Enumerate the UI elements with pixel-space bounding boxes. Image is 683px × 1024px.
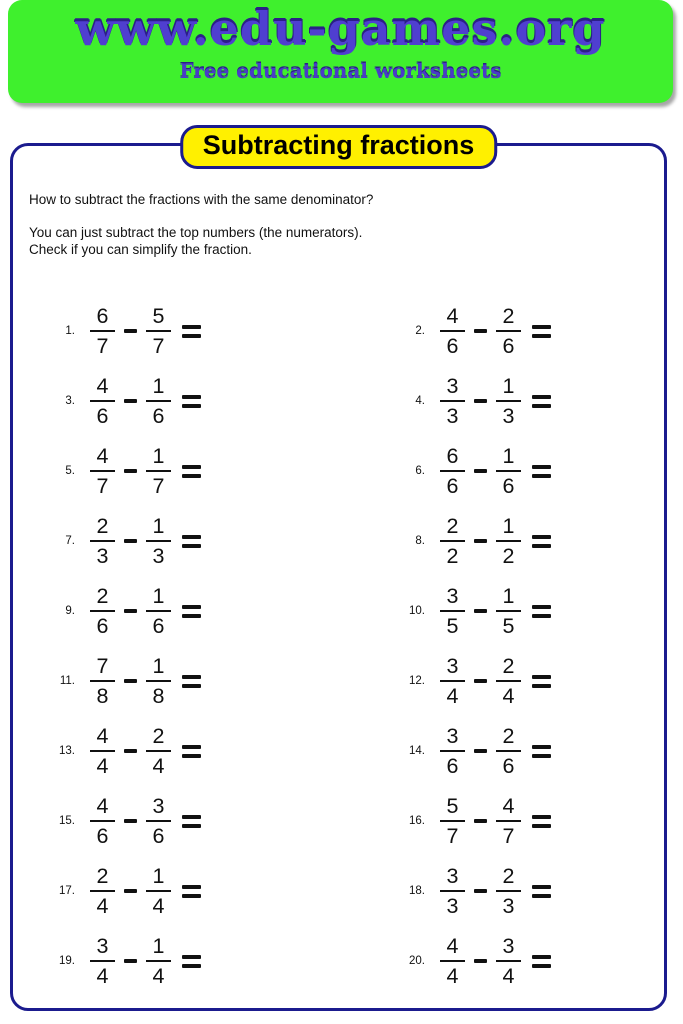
problem-item: [31, 576, 381, 646]
fraction-2: [146, 655, 171, 708]
equals-bar-top: [532, 605, 551, 609]
equals-bar-bottom: [532, 334, 551, 338]
fraction-2-numerator: 2: [502, 863, 515, 888]
equals-sign: [182, 955, 201, 968]
problem-number: 11.: [59, 675, 75, 687]
minus-sign: [474, 749, 487, 753]
fraction-2: [496, 305, 521, 358]
equals-bar-top: [532, 395, 551, 399]
fraction-2-numerator: 1: [152, 513, 165, 538]
fraction-1-denominator: 6: [96, 823, 109, 848]
equals-bar-top: [532, 535, 551, 539]
fraction-1: [90, 585, 115, 638]
equals-bar-bottom: [182, 404, 201, 408]
fraction-2-denominator: 7: [502, 823, 515, 848]
problems-grid: [31, 296, 653, 996]
fraction-2-denominator: 3: [152, 543, 165, 568]
fraction-2: [146, 375, 171, 428]
fraction-2-bar: [146, 820, 171, 823]
problem-item: [381, 926, 653, 996]
problem-item: [381, 436, 653, 506]
fraction-1-denominator: 6: [446, 333, 459, 358]
problem-number: 19.: [59, 955, 75, 967]
fraction-1-denominator: 3: [96, 543, 109, 568]
fraction-2-bar: [146, 960, 171, 963]
site-banner: [8, 0, 673, 103]
fraction-2: [496, 935, 521, 988]
fraction-2-numerator: 1: [152, 933, 165, 958]
fraction-2: [146, 305, 171, 358]
equals-bar-top: [532, 955, 551, 959]
fraction-2-bar: [496, 820, 521, 823]
fraction-2-numerator: 1: [502, 373, 515, 398]
minus-sign: [124, 469, 137, 473]
equals-bar-top: [532, 815, 551, 819]
fraction-1: [440, 445, 465, 498]
fraction-1-numerator: 2: [446, 513, 459, 538]
fraction-1-numerator: 3: [446, 653, 459, 678]
fraction-2-bar: [146, 680, 171, 683]
fraction-1-bar: [90, 470, 115, 473]
problem-number: 16.: [409, 815, 425, 827]
problem-number: 5.: [65, 465, 75, 477]
problem-item: [381, 576, 653, 646]
fraction-2-bar: [146, 470, 171, 473]
worksheet-card: [10, 130, 667, 1011]
fraction-2-numerator: 3: [152, 793, 165, 818]
equals-bar-top: [182, 955, 201, 959]
fraction-1: [440, 865, 465, 918]
fraction-2-denominator: 6: [502, 753, 515, 778]
equals-sign: [182, 605, 201, 618]
instructions: [29, 192, 373, 258]
problem-item: [31, 366, 381, 436]
minus-sign: [124, 819, 137, 823]
fraction-2-bar: [496, 330, 521, 333]
equals-sign: [532, 745, 551, 758]
worksheet-title-badge: Subtracting fractions: [180, 125, 498, 169]
equals-sign: [182, 325, 201, 338]
fraction-1-bar: [440, 610, 465, 613]
problem-number: 9.: [65, 605, 75, 617]
fraction-1-numerator: 2: [96, 513, 109, 538]
fraction-2: [496, 515, 521, 568]
equals-bar-bottom: [532, 684, 551, 688]
problem-item: [381, 786, 653, 856]
fraction-1: [90, 795, 115, 848]
fraction-2-denominator: 6: [502, 333, 515, 358]
fraction-1: [90, 725, 115, 778]
problem-item: [381, 646, 653, 716]
fraction-1-bar: [90, 680, 115, 683]
fraction-2: [496, 795, 521, 848]
fraction-2: [496, 445, 521, 498]
fraction-2-denominator: 4: [502, 683, 515, 708]
minus-sign: [474, 539, 487, 543]
fraction-1-denominator: 3: [446, 403, 459, 428]
problem-number: 15.: [59, 815, 75, 827]
problem-number: 7.: [65, 535, 75, 547]
fraction-1-denominator: 6: [96, 403, 109, 428]
fraction-1-numerator: 4: [446, 303, 459, 328]
equals-sign: [182, 745, 201, 758]
fraction-1-denominator: 2: [446, 543, 459, 568]
minus-sign: [474, 399, 487, 403]
fraction-1: [90, 375, 115, 428]
minus-sign: [474, 329, 487, 333]
fraction-2-numerator: 1: [502, 513, 515, 538]
fraction-1-numerator: 4: [96, 723, 109, 748]
fraction-1-numerator: 3: [446, 583, 459, 608]
fraction-1-denominator: 4: [446, 963, 459, 988]
fraction-2-denominator: 5: [502, 613, 515, 638]
fraction-2-denominator: 7: [152, 333, 165, 358]
minus-sign: [124, 399, 137, 403]
equals-bar-top: [182, 885, 201, 889]
fraction-2-denominator: 7: [152, 473, 165, 498]
fraction-2: [146, 585, 171, 638]
fraction-1-bar: [440, 400, 465, 403]
fraction-2-numerator: 2: [502, 653, 515, 678]
fraction-1-denominator: 6: [96, 613, 109, 638]
fraction-2-bar: [496, 680, 521, 683]
fraction-2: [496, 585, 521, 638]
fraction-1-numerator: 4: [96, 793, 109, 818]
equals-bar-bottom: [182, 684, 201, 688]
fraction-2-denominator: 4: [502, 963, 515, 988]
equals-bar-top: [532, 745, 551, 749]
fraction-1-numerator: 3: [96, 933, 109, 958]
fraction-1-numerator: 4: [446, 933, 459, 958]
fraction-1: [440, 725, 465, 778]
problem-number: 10.: [409, 605, 425, 617]
fraction-2-denominator: 3: [502, 403, 515, 428]
fraction-1-bar: [90, 610, 115, 613]
fraction-1-numerator: 5: [446, 793, 459, 818]
fraction-2-numerator: 1: [502, 583, 515, 608]
fraction-2-denominator: 4: [152, 893, 165, 918]
fraction-1: [90, 865, 115, 918]
fraction-1-denominator: 8: [96, 683, 109, 708]
equals-sign: [182, 675, 201, 688]
problem-number: 2.: [415, 325, 425, 337]
equals-bar-top: [182, 325, 201, 329]
equals-bar-top: [532, 675, 551, 679]
problem-item: [31, 786, 381, 856]
equals-bar-top: [182, 395, 201, 399]
fraction-2-bar: [146, 750, 171, 753]
fraction-1-denominator: 4: [96, 753, 109, 778]
fraction-2-numerator: 3: [502, 933, 515, 958]
minus-sign: [124, 329, 137, 333]
equals-sign: [532, 605, 551, 618]
fraction-1-bar: [440, 890, 465, 893]
equals-bar-bottom: [532, 474, 551, 478]
fraction-1-denominator: 6: [446, 753, 459, 778]
fraction-2: [146, 445, 171, 498]
site-title: www.edu-games.org: [75, 2, 606, 56]
equals-bar-bottom: [532, 544, 551, 548]
fraction-2: [146, 725, 171, 778]
equals-sign: [182, 395, 201, 408]
minus-sign: [474, 679, 487, 683]
minus-sign: [124, 609, 137, 613]
fraction-2-numerator: 2: [152, 723, 165, 748]
equals-bar-bottom: [182, 824, 201, 828]
fraction-1-numerator: 6: [446, 443, 459, 468]
fraction-2-numerator: 1: [502, 443, 515, 468]
fraction-1: [440, 935, 465, 988]
fraction-2-bar: [496, 890, 521, 893]
fraction-1: [440, 515, 465, 568]
equals-bar-top: [182, 535, 201, 539]
equals-bar-top: [532, 885, 551, 889]
equals-sign: [532, 815, 551, 828]
fraction-1: [90, 655, 115, 708]
problem-item: [31, 856, 381, 926]
fraction-2-bar: [496, 750, 521, 753]
fraction-2-bar: [146, 330, 171, 333]
fraction-2-numerator: 4: [502, 793, 515, 818]
problem-number: 12.: [409, 675, 425, 687]
fraction-1-numerator: 3: [446, 373, 459, 398]
fraction-1: [440, 305, 465, 358]
fraction-2-bar: [496, 470, 521, 473]
fraction-2-numerator: 1: [152, 863, 165, 888]
fraction-2-bar: [146, 400, 171, 403]
fraction-1-bar: [90, 540, 115, 543]
fraction-1-numerator: 2: [96, 863, 109, 888]
equals-bar-bottom: [532, 614, 551, 618]
fraction-2-bar: [496, 960, 521, 963]
problem-item: [381, 716, 653, 786]
equals-sign: [532, 535, 551, 548]
minus-sign: [124, 889, 137, 893]
minus-sign: [474, 469, 487, 473]
fraction-1-denominator: 7: [446, 823, 459, 848]
fraction-1-bar: [90, 750, 115, 753]
instructions-question: How to subtract the fractions with the same denominator?: [29, 192, 374, 207]
problem-item: [31, 506, 381, 576]
fraction-1-numerator: 3: [446, 863, 459, 888]
fraction-2-numerator: 2: [502, 303, 515, 328]
equals-bar-top: [182, 465, 201, 469]
problem-number: 3.: [65, 395, 75, 407]
fraction-1: [90, 305, 115, 358]
fraction-1-denominator: 7: [96, 473, 109, 498]
fraction-1: [440, 585, 465, 638]
fraction-1-bar: [440, 750, 465, 753]
equals-sign: [532, 325, 551, 338]
fraction-2-denominator: 6: [152, 823, 165, 848]
fraction-2-bar: [496, 540, 521, 543]
problem-item: [381, 506, 653, 576]
fraction-1-numerator: 4: [96, 373, 109, 398]
fraction-2-denominator: 8: [152, 683, 165, 708]
minus-sign: [474, 959, 487, 963]
fraction-1-bar: [440, 470, 465, 473]
equals-sign: [532, 955, 551, 968]
fraction-1-bar: [440, 820, 465, 823]
fraction-1-numerator: 2: [96, 583, 109, 608]
fraction-1-denominator: 7: [96, 333, 109, 358]
equals-bar-top: [182, 675, 201, 679]
instructions-hint-2: Check if you can simplify the fraction.: [29, 241, 252, 257]
fraction-2: [146, 865, 171, 918]
fraction-2-bar: [146, 540, 171, 543]
equals-sign: [532, 465, 551, 478]
equals-bar-bottom: [532, 964, 551, 968]
equals-bar-bottom: [182, 894, 201, 898]
fraction-2-numerator: 5: [152, 303, 165, 328]
fraction-1-denominator: 4: [96, 893, 109, 918]
minus-sign: [124, 539, 137, 543]
fraction-1-bar: [90, 400, 115, 403]
equals-sign: [532, 885, 551, 898]
fraction-2-denominator: 4: [152, 963, 165, 988]
problem-item: [381, 366, 653, 436]
site-tagline: Free educational worksheets: [179, 59, 502, 83]
fraction-1-numerator: 4: [96, 443, 109, 468]
equals-bar-top: [182, 605, 201, 609]
equals-sign: [182, 885, 201, 898]
fraction-2-bar: [496, 610, 521, 613]
problem-number: 13.: [59, 745, 75, 757]
equals-bar-bottom: [182, 544, 201, 548]
minus-sign: [474, 819, 487, 823]
problem-item: [31, 296, 381, 366]
problem-number: 14.: [409, 745, 425, 757]
fraction-2: [496, 655, 521, 708]
fraction-1-denominator: 4: [96, 963, 109, 988]
equals-bar-top: [182, 745, 201, 749]
fraction-2-numerator: 1: [152, 653, 165, 678]
problem-number: 6.: [415, 465, 425, 477]
fraction-1: [440, 655, 465, 708]
equals-bar-bottom: [182, 964, 201, 968]
problem-item: [31, 716, 381, 786]
fraction-1: [440, 375, 465, 428]
fraction-1-denominator: 3: [446, 893, 459, 918]
fraction-2: [146, 515, 171, 568]
equals-bar-bottom: [532, 894, 551, 898]
equals-bar-top: [532, 465, 551, 469]
fraction-2-denominator: 6: [152, 613, 165, 638]
fraction-2: [496, 725, 521, 778]
equals-bar-bottom: [532, 404, 551, 408]
problem-item: [31, 646, 381, 716]
fraction-2-bar: [146, 610, 171, 613]
equals-bar-bottom: [182, 754, 201, 758]
fraction-1-bar: [90, 960, 115, 963]
fraction-1-numerator: 6: [96, 303, 109, 328]
fraction-2-numerator: 1: [152, 373, 165, 398]
equals-bar-bottom: [182, 614, 201, 618]
fraction-2-denominator: 4: [152, 753, 165, 778]
fraction-2-denominator: 2: [502, 543, 515, 568]
fraction-2-bar: [496, 400, 521, 403]
fraction-1-bar: [440, 330, 465, 333]
equals-sign: [182, 535, 201, 548]
fraction-2-denominator: 6: [502, 473, 515, 498]
problem-number: 17.: [59, 885, 75, 897]
fraction-2-bar: [146, 890, 171, 893]
problem-item: [381, 856, 653, 926]
fraction-1: [90, 935, 115, 988]
equals-sign: [532, 675, 551, 688]
problem-number: 18.: [409, 885, 425, 897]
equals-sign: [182, 465, 201, 478]
fraction-2-numerator: 2: [502, 723, 515, 748]
problem-number: 4.: [415, 395, 425, 407]
problem-number: 8.: [415, 535, 425, 547]
fraction-1-denominator: 4: [446, 683, 459, 708]
fraction-1-bar: [440, 960, 465, 963]
fraction-2-denominator: 3: [502, 893, 515, 918]
equals-bar-top: [532, 325, 551, 329]
problem-number: 1.: [65, 325, 75, 337]
problem-item: [31, 436, 381, 506]
fraction-1-bar: [440, 540, 465, 543]
problem-number: 20.: [409, 955, 425, 967]
minus-sign: [124, 679, 137, 683]
minus-sign: [124, 959, 137, 963]
fraction-2: [146, 795, 171, 848]
fraction-2: [146, 935, 171, 988]
equals-sign: [182, 815, 201, 828]
equals-bar-bottom: [532, 754, 551, 758]
minus-sign: [124, 749, 137, 753]
minus-sign: [474, 889, 487, 893]
fraction-1-denominator: 6: [446, 473, 459, 498]
fraction-1-bar: [90, 890, 115, 893]
fraction-1: [90, 445, 115, 498]
equals-bar-bottom: [182, 474, 201, 478]
equals-bar-bottom: [182, 334, 201, 338]
equals-bar-bottom: [532, 824, 551, 828]
fraction-1-numerator: 7: [96, 653, 109, 678]
fraction-2-denominator: 6: [152, 403, 165, 428]
problem-item: [31, 926, 381, 996]
fraction-1-bar: [440, 680, 465, 683]
problem-item: [381, 296, 653, 366]
fraction-2-numerator: 1: [152, 443, 165, 468]
equals-sign: [532, 395, 551, 408]
minus-sign: [474, 609, 487, 613]
fraction-2-numerator: 1: [152, 583, 165, 608]
fraction-1-denominator: 5: [446, 613, 459, 638]
fraction-1-numerator: 3: [446, 723, 459, 748]
fraction-1-bar: [90, 330, 115, 333]
fraction-1: [440, 795, 465, 848]
equals-bar-top: [182, 815, 201, 819]
fraction-2: [496, 865, 521, 918]
fraction-2: [496, 375, 521, 428]
instructions-hint-1: You can just subtract the top numbers (the numerators).: [29, 225, 363, 240]
fraction-1-bar: [90, 820, 115, 823]
fraction-1: [90, 515, 115, 568]
